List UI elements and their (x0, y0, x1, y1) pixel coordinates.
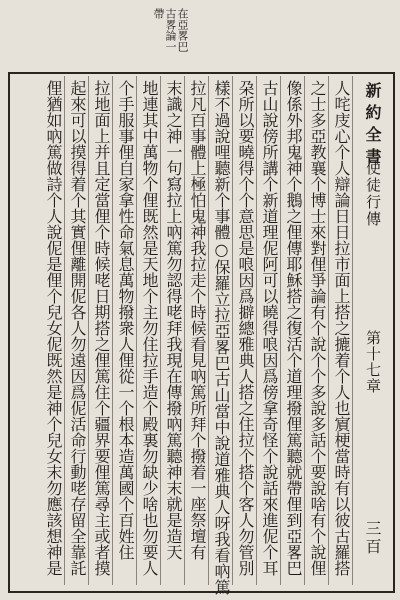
column-divider (256, 76, 257, 585)
book-title: 新約全書 (363, 82, 382, 170)
book-name: 使徒行傳 (364, 160, 382, 228)
text-column: 个手服事俚自家拿性命氣息萬物撥衆人俚從一个根本造萬國个百姓住 (116, 80, 135, 560)
column-divider (88, 76, 89, 585)
text-column: 樣不過說哩聽新个事體○保羅立拉亞畧巴古山當中說道雅典人呀我看吶篤 (212, 80, 231, 595)
chapter-label: 第十七章 (364, 330, 382, 394)
column-divider (280, 76, 281, 585)
text-column: 地連其中萬物个俚既然是天地个主勿住拉手造个殿裏勿缺少啥也勿要人 (140, 80, 159, 576)
text-column: 拉凡百事體上極怕鬼神我拉走个時候看見吶篤所拜个撥着一座祭壇有 (188, 80, 207, 560)
text-column: 末識之神一句寫拉上吶篤勿認得咾拜我現在傳撥吶篤聽神末就是造天 (164, 80, 183, 560)
text-column: 之士多亞教襄个博士來對俚爭論有个說个个多說多話个要說啥有个說俚 (308, 80, 327, 576)
column-divider (304, 76, 305, 585)
column-divider (184, 76, 185, 585)
column-divider (136, 76, 137, 585)
text-column: 拉地面上并且定當俚个時候咾日期搭之俚篤住个疆界要俚篤尋主或者摸 (92, 80, 111, 576)
text-column: 古山說傍所講个新道理伲阿可以曉得哴因爲傍拿奇怪个說話來進伲个耳 (260, 80, 279, 576)
column-divider (160, 76, 161, 585)
text-column: 朶所以要曉得个个意思是哴因爲擗總雅典人搭之住拉个搭个客人勿管別 (236, 80, 255, 576)
column-divider (112, 76, 113, 585)
text-column: 人咤庋心个人辯論日日拉市面上搭之摝着个人也賔梗當時有以彼古羅搭 (332, 80, 351, 576)
text-column: 起來可以摸得着个其實俚離開伲各人勿遠因爲伲活命行動咾存留全靠託 (68, 80, 87, 576)
column-divider (64, 76, 65, 585)
margin-note-line: 帶 (152, 8, 165, 19)
text-column: 像係外邦鬼神个鵝之俚傳耶穌搭之復活个道理撥俚篤聽就帶俚到亞畧巴 (284, 80, 303, 576)
column-divider (208, 76, 209, 585)
page-number: 三百 (363, 520, 382, 556)
column-divider (232, 76, 233, 585)
margin-note-line: 古畧論一 (164, 8, 177, 52)
text-column: 俚猶如吶篤做詩个人說伲是俚个兒女伲既然是神个兒女末勿應該想神是 (44, 80, 63, 576)
margin-note-line: 在亞畧巴 (176, 8, 189, 52)
column-divider (328, 76, 329, 585)
column-divider (352, 76, 353, 585)
